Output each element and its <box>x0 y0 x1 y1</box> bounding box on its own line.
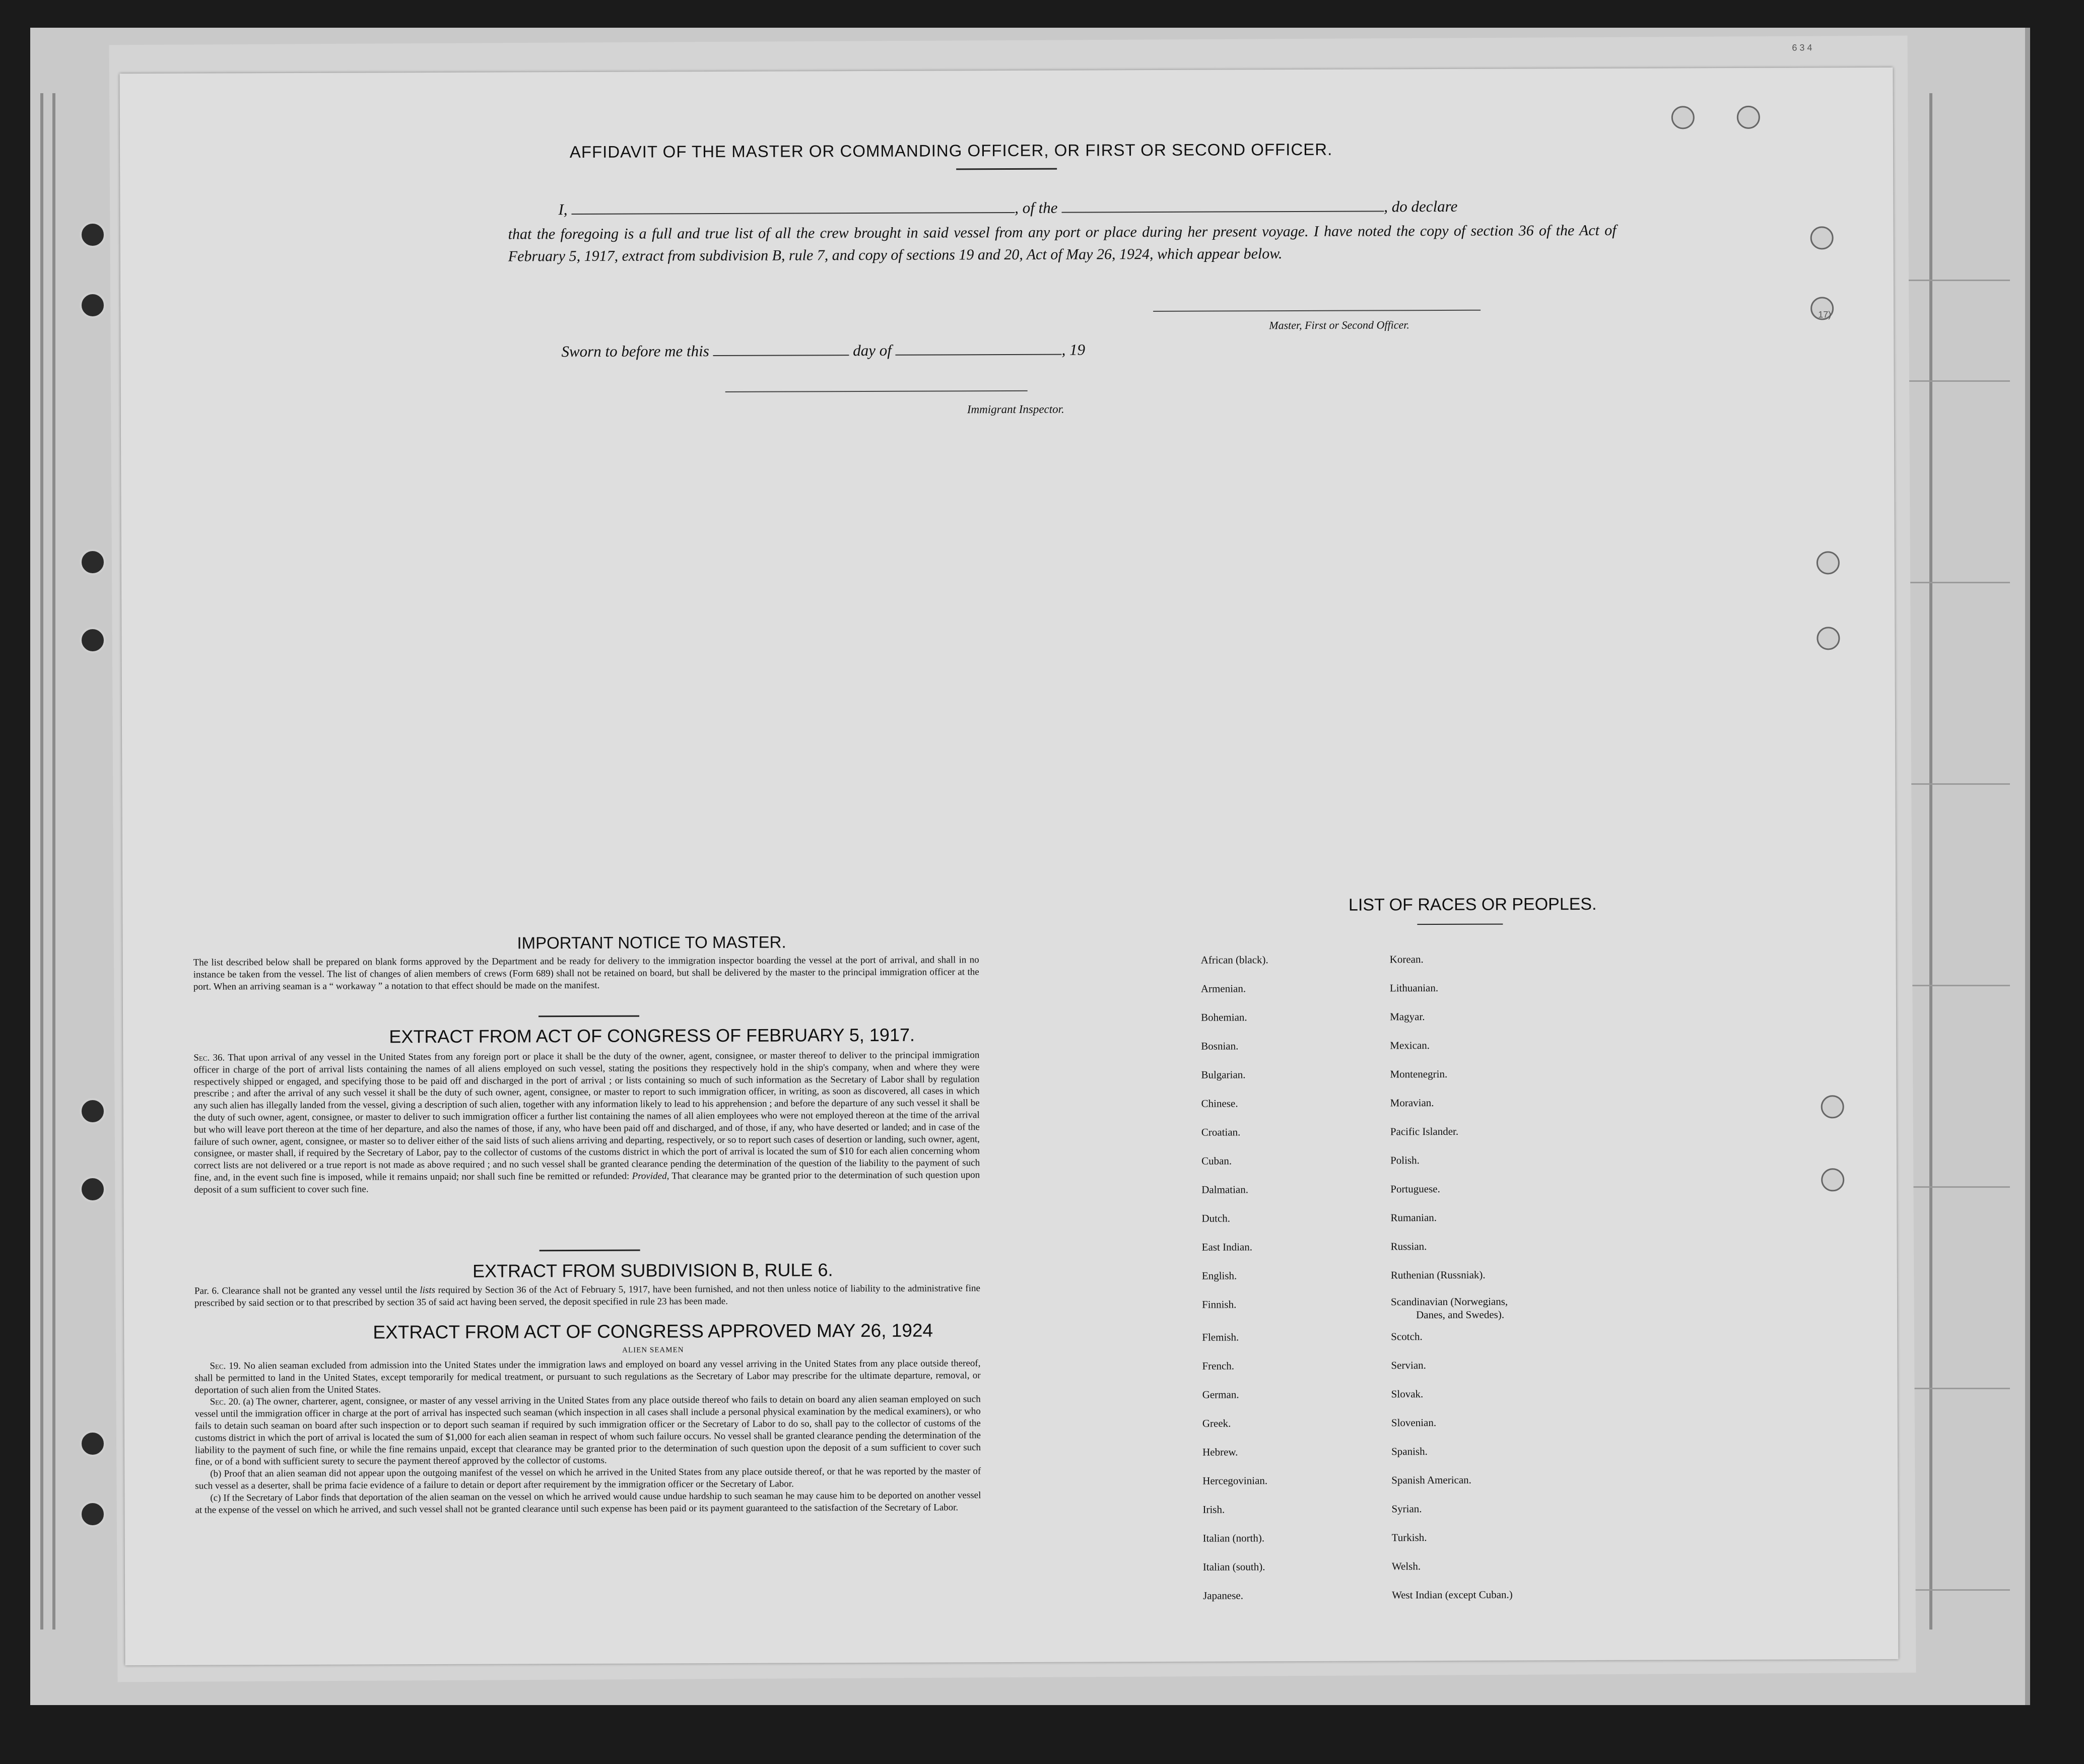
affidavit-title: AFFIDAVIT OF THE MASTER OR COMMANDING OFFICER, OR FIRST OR SECOND OFFICER. <box>569 140 1333 162</box>
page-number: 17) <box>1818 309 1832 320</box>
sworn-line <box>561 340 1266 361</box>
race-left-item: Cuban. <box>1201 1155 1232 1167</box>
of-the-label: , of the <box>1015 198 1058 217</box>
race-left-item: Chinese. <box>1201 1097 1238 1110</box>
race-right-item: Mexican. <box>1390 1039 1430 1052</box>
race-right-item: Scotch. <box>1391 1330 1423 1343</box>
race-left-item: English. <box>1201 1269 1237 1282</box>
extract-sub-heading: EXTRACT FROM SUBDIVISION B, RULE 6. <box>472 1259 833 1281</box>
race-left-item: East Indian. <box>1201 1241 1252 1253</box>
extract-may-heading: EXTRACT FROM ACT OF CONGRESS APPROVED MAY 26, 1924 <box>373 1320 933 1343</box>
punch-hole <box>1737 106 1760 129</box>
race-left-item: Bosnian. <box>1201 1040 1239 1052</box>
race-left-item: Irish. <box>1202 1503 1225 1516</box>
paragraph-6-text <box>194 1282 980 1309</box>
race-left-item: Hebrew. <box>1202 1446 1238 1458</box>
section-19-paragraph <box>194 1358 980 1396</box>
race-right-item: Slovenian. <box>1391 1416 1437 1429</box>
races-heading: LIST OF RACES OR PEOPLES. <box>1348 894 1597 915</box>
ledger-rule <box>1929 93 1932 1630</box>
race-left-item: Bohemian. <box>1201 1011 1247 1024</box>
race-right-item: Syrian. <box>1391 1503 1422 1515</box>
do-declare-label: , do declare <box>1384 197 1458 216</box>
section-20c-paragraph: (c) If the Secretary of Labor finds that deportation of the alien seaman on the vessel on which he arrived would cause undue hardship to such seaman he may cause him to be deported on another vessel at the expense of the vessel on which he arrived, and such vessel shall not be granted clearance until such expense has been paid or its payment guaranteed to the satisfaction of the Secretary of Labor. <box>195 1489 981 1516</box>
day-of-label: day of <box>853 341 892 360</box>
declarant-i: I, <box>558 200 568 219</box>
provided-word: Provided, <box>632 1171 669 1182</box>
binder-hole <box>80 1098 106 1124</box>
race-right-item: Spanish American. <box>1391 1473 1471 1486</box>
section-36-end: That clearance may be granted prior to the determination of such question upon deposit of a sum sufficient to cover such fine. <box>194 1170 980 1195</box>
binder-hole <box>80 1176 106 1202</box>
section-19-body: No alien seaman excluded from admission into the United States under the immigration laws and employed on board any vessel arriving in the United States from any place outside thereof, shall be permitted to land in the United States, except temporarily for medical treatment, or pursuant to such regulations as the Secretary of Labor may prescribe for the ultimate departure, removal, or deportation of such alien from the United States. <box>194 1358 981 1396</box>
form-page <box>119 42 1898 1665</box>
race-left-item: Croatian. <box>1201 1126 1241 1138</box>
race-right-item: Spanish. <box>1391 1445 1428 1458</box>
punch-hole <box>1817 627 1840 650</box>
vessel-blank[interactable] <box>1061 211 1384 213</box>
master-caption: Master, First or Second Officer. <box>1269 318 1409 332</box>
race-right-item: Montenegrin. <box>1390 1067 1448 1080</box>
race-right-item: Ruthenian (Russniak). <box>1390 1268 1486 1281</box>
name-blank[interactable] <box>571 212 1015 215</box>
race-right-item: Servian. <box>1391 1359 1426 1372</box>
paragraph-6-start: Par. 6. Clearance shall not be granted any vessel until the <box>194 1285 417 1297</box>
alien-seamen-subheading: ALIEN SEAMEN <box>622 1346 684 1354</box>
race-left-item: Dalmatian. <box>1201 1183 1249 1196</box>
binder-hole <box>80 1431 106 1457</box>
corner-mark: 6 3 4 <box>1792 42 1812 53</box>
year-label: , 19 <box>1061 341 1086 359</box>
divider <box>540 1250 640 1252</box>
binder-hole <box>80 292 106 318</box>
race-right-item: Turkish. <box>1391 1531 1427 1544</box>
divider <box>539 1015 639 1017</box>
ledger-rule <box>52 93 55 1630</box>
punch-hole <box>1810 226 1834 249</box>
lists-word: lists <box>420 1284 436 1296</box>
section-20-paragraph <box>195 1394 981 1468</box>
race-right-item: Korean. <box>1389 953 1424 966</box>
punch-hole <box>1817 551 1840 574</box>
race-right-item: Lithuanian. <box>1389 982 1439 994</box>
month-blank[interactable] <box>896 354 1062 356</box>
section-20-label: Sec. 20. <box>210 1396 241 1407</box>
race-right-item: Russian. <box>1390 1240 1427 1253</box>
extract-feb-heading: EXTRACT FROM ACT OF CONGRESS OF FEBRUARY 5, 1917. <box>389 1024 915 1047</box>
race-left-item: Bulgarian. <box>1201 1068 1246 1081</box>
divider <box>1417 924 1503 925</box>
binder-hole <box>80 627 106 653</box>
race-left-item: German. <box>1202 1388 1239 1401</box>
paragraph-6-end: required by Section 36 of the Act of February 5, 1917, have been furnished, and not then unless notice of liability to the administrative fine prescribed by said section or to that prescribed by section 35 of said act having been served, the deposit specified in rule 23 has been made. <box>194 1283 980 1309</box>
race-right-item: West Indian (except Cuban.) <box>1392 1588 1513 1601</box>
master-signature-line[interactable] <box>1153 310 1481 312</box>
race-left-item: Hercegovinian. <box>1202 1474 1268 1487</box>
divider <box>956 168 1057 170</box>
race-left-item: Finnish. <box>1201 1298 1237 1311</box>
binder-hole <box>80 1501 106 1527</box>
race-right-item: Scandinavian (Norwegians, <box>1390 1295 1508 1308</box>
binder-hole <box>80 222 106 248</box>
race-right-item: Moravian. <box>1390 1097 1434 1109</box>
section-20b-paragraph: (b) Proof that an alien seaman did not appear upon the outgoing manifest of the vessel on which he arrived in the United States from any place outside thereof, or that he was reported by the master of such vessel as a deserter, shall be prima facie evidence of a failure to detain or deport after requirement by the immigration officer or the Secretary of Labor. <box>195 1466 981 1491</box>
race-left-item: Armenian. <box>1200 982 1246 995</box>
race-left-item: Italian (north). <box>1202 1532 1265 1544</box>
race-left-item: Greek. <box>1202 1417 1231 1430</box>
race-right-item: Slovak. <box>1391 1388 1424 1400</box>
section-36-label: Sec. 36. <box>193 1052 225 1063</box>
section-36-body: That upon arrival of any vessel in the United States from any foreign port or place it shall be the duty of the owner, agent, consignee, or master thereof to deliver to the principal immigration officer in charge of the port of arrival lists containing the names of all aliens employed on such vessel, stating the positions they respectively hold in the ship's company, when and where they were respectively shipped or engaged, and specifying those to be paid off and discharged in the port of arrival ; or lists containing so much of such information as the Secretary of Labor shall by regulation prescribe ; and after the arrival of any such vessel it shall be the duty of such owner, agent, consignee, or master to report to such immigration officer, in writing, as soon as discovered, all cases in which any such alien has illegally landed from the vessel, giving a description of such alien, together with any information likely to lead to his apprehension ; and before the departure of any such vessel it shall be the duty of such owner, agent, consignee, or master to deliver to such immigration officer a further list containing the names of all alien employees who were not employed thereon at the time of the arrival but who will leave port thereon at the time of her departure, and also the names of those, if any, who have been paid off and discharged, and of those, if any, who have deserted or landed; and in case of the failure of such owner, agent, consignee, or master so to deliver either of the said lists of such aliens arriving and departing, respectively, or so to report such cases of desertion or landing, such owner, agent, consignee, or master shall, if required by the Secretary of Labor, pay to the collector of customs of the customs district in which the port of arrival is located the sum of $10 for each alien concerning whom correct lists are not delivered or a true report is not made as above required ; and no such vessel shall be granted clearance pending the determination of the question of the liability to the payment of such fine, and, in the event such fine is imposed, while it remains unpaid; nor shall such fine be remitted or refunded: <box>193 1050 980 1183</box>
race-left-item: Dutch. <box>1201 1212 1231 1225</box>
race-right-item: Polish. <box>1390 1154 1420 1167</box>
race-right-item: Pacific Islander. <box>1390 1125 1459 1138</box>
race-right-item: Portuguese. <box>1390 1183 1440 1195</box>
binder-hole <box>80 549 106 575</box>
section-36-text <box>193 1049 980 1196</box>
section-20a-body: (a) The owner, charterer, agent, consignee, or master of any vessel arriving in the United States from any place outside thereof who fails to detain on board any alien seaman employed on such vessel until the immigration officer in charge at the port of arrival has inspected such seaman (which inspection in all cases shall include a personal physical examination by the medical examiners), or who fails to detain such seaman on board after such inspection or to deport such seaman if required by such immigration officer or the Secretary of Labor to do so, shall pay to the collector of customs of the customs district in which the port of arrival is located the sum of $1,000 for each alien seaman in respect of whom such failure occurs. No vessel shall be granted clearance pending the determination of the liability to the payment of such fine, or while the fine remains unpaid, except that clearance may be granted prior to the determination of such question upon the deposit of a sum sufficient to cover such fine, or of a bond with sufficient surety to secure the payment thereof approved by the collector of customs. <box>194 1394 981 1468</box>
notice-heading: IMPORTANT NOTICE TO MASTER. <box>517 932 786 953</box>
punch-hole <box>1821 1168 1844 1191</box>
race-right-item: Magyar. <box>1390 1010 1425 1023</box>
sworn-label: Sworn to before me this <box>561 342 709 361</box>
punch-hole <box>1821 1095 1844 1118</box>
race-left-item: French. <box>1202 1360 1235 1372</box>
day-blank[interactable] <box>713 355 849 356</box>
race-right-item: Welsh. <box>1391 1560 1421 1573</box>
notice-text: The list described below shall be prepared on blank forms approved by the Department and be ready for delivery to the immigration inspector boarding the vessel at the port of arrival, and shall in no instance be taken from the vessel. The list of changes of alien members of crews (Form 689) shall not be retained on board, but shall be delivered by the master to the principal immigration officer at the port. When an arriving seaman is a “ workaway ” a notation to that effect should be made on the manifest. <box>193 955 979 992</box>
ledger-rule <box>40 93 43 1630</box>
sections-19-20-text <box>194 1358 981 1516</box>
inspector-signature-line[interactable] <box>725 390 1028 392</box>
race-left-item: Japanese. <box>1203 1589 1243 1602</box>
race-left-item: Flemish. <box>1202 1331 1239 1343</box>
section-19-label: Sec. 19. <box>210 1361 241 1372</box>
race-left-item: African (black). <box>1200 954 1268 966</box>
race-right-item: Rumanian. <box>1390 1211 1437 1224</box>
race-left-item: Italian (south). <box>1202 1561 1265 1573</box>
race-right-item-continued: Danes, and Swedes). <box>1416 1308 1505 1321</box>
inspector-caption: Immigrant Inspector. <box>967 402 1064 416</box>
declaration-line <box>558 196 1666 219</box>
punch-hole <box>1671 106 1695 129</box>
affidavit-body: that the foregoing is a full and true list of all the crew brought in said vessel from any port or place during her present voyage. I have noted the copy of section 36 of the Act of February 5, 1917, extract from subdivision B, rule 7, and copy of sections 19 and 20, Act of May 26, 1924, which appear below. <box>508 222 1617 265</box>
